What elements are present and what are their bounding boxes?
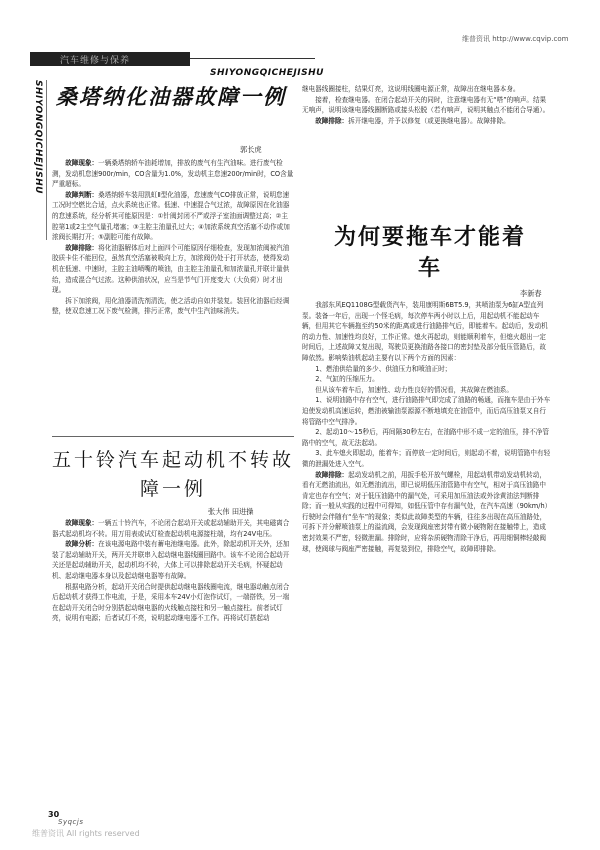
page-number: 30 [48, 810, 60, 819]
vertical-rule [46, 80, 47, 240]
article1-title: 桑塔纳化油器故障一例 [56, 84, 286, 109]
paragraph-text: 2、起动10～15秒后，再间隔30秒左右，在油路中形不成一定的油压，排不净管路中的空气，故无法起动。 [302, 428, 549, 447]
article3-body [302, 300, 552, 838]
paragraph-text: 在该电源电路中装有蓄电池继电器。此外，除起动机开关外，还加装了起动辅助开关，两开关并联串入起动继电器线圈回路中。该车不论闭合起动开关还是起动辅助开关，起动机均不转，大体上可以排除起动开关毛病，怀疑起动机、起动继电器本身以及起动继电器等有故障。 [52, 540, 290, 580]
paragraph-text: 但从该车着车后，加速性、动力性良好的情况看，其故障在燃油系。 [315, 385, 513, 394]
article1-paragraph [52, 190, 294, 243]
article3-paragraph [302, 427, 552, 448]
article3-paragraph [302, 364, 552, 375]
article2-author: 张大伟 田进操 [208, 507, 254, 516]
paragraph-lead: 故障排除： [315, 470, 349, 479]
paragraph-lead: 故障排除： [65, 243, 99, 252]
article2-paragraph [52, 518, 294, 539]
paragraph-text: 拆下加浓阀，用化油器清洗剂清洗，使之活动自如并装复。装回化油器后经调整，使双怠速工况下废气检测，排污正常，废气中生汽油味消失。 [52, 296, 290, 316]
paragraph-text: 起动发动机之前，用扳手松开放气螺栓，用起动机带动发动机转动，看有无燃油流出，如无燃油流出，即已说明低压油管路中有空气，相对于高压油路中肯定也存有空气；对于低压油路中的漏气处，可采用加压油法或外涂黄油法判断排除；而一般从实践的过程中可得知，如低压管中存有漏气处，在汽车高速（90km/h）行驶时会伴随有“坐车”的现象；类似此故障类型的车辆，往往多出现在高压油路处，可拆下并分解喷油泵上的溢流阀，会发现阀座密封带有微小硬物附在接触带上，造成密封效果不严密，轻微泄漏。排除时，应将杂质硬物清除干净后，再用细铜棒轻敲阀球，使阀球与阀座严密接触，再复装到位，排除空气，故障即排除。 [302, 470, 552, 553]
article3-paragraph [302, 470, 552, 555]
article2-paragraph [302, 95, 552, 116]
paragraph-text: 将化油器解体后对上面四个可能原因仔细检查，发现加浓阀被汽油胶质卡住不能回位，虽然真空活塞被吸向上方，加浓阀仍处于打开状态，使得发动机在低速、中速时，主腔主油喷嘴的喷油，由主腔主油量孔和加浓量孔并联计量供给，造成混合气过浓。这种供油状况，应当是节气门开度变大（大负荷）时才出现。 [52, 243, 290, 295]
article3-paragraph [302, 300, 552, 364]
paragraph-lead: 故障分析： [65, 540, 99, 549]
paragraph-text: 继电器线圈接柱，结果灯亮，这说明线圈电源正常，故障出在继电器本身。 [302, 85, 520, 93]
article3-paragraph [302, 385, 552, 396]
paragraph-lead: 故障判断： [65, 190, 99, 199]
article3-paragraph [302, 448, 552, 469]
footer-watermark: 维普资讯 All rights reserved [32, 829, 140, 838]
article2-paragraph [302, 116, 552, 127]
paragraph-text: 拆开继电器，并予以修复（或更换继电器）。故障排除。 [348, 116, 510, 125]
article2-paragraph [302, 84, 552, 95]
paragraph-text: 3、此车熄火即起动，能着车；而停放一定时间后，则起动不着，说明管路中有轻微的泄漏处进入空气。 [302, 449, 551, 468]
series-title-horizontal: SHIYONGQICHEJISHU [210, 68, 324, 78]
paragraph-text: 桑塔纳轿车装用凯虹Ⅱ型化油器，怠速废气CO排放正常，说明怠速工况时空燃比合适，点火系统也正常。低速、中速混合气过浓，故障原因在化油器的怠速系统，经分析其可能原因是：①针阀封闭不严或浮子室油面调整过高；②主腔第1或2主空气量孔堵塞；③主腔主油量孔过大；④加浓系统真空活塞不动作或加浓阀长期打开；⑤副腔可能有故障。 [52, 190, 290, 242]
banner-rule [190, 58, 315, 59]
paragraph-text: 一辆桑塔纳轿车油耗增加，排放的废气有生汽油味。进行废气检测，发动机怠速900r/min，CO含量为1.0%，发动机主怠速200r/min时，CO含量严重超标。 [52, 159, 294, 189]
series-title-vertical: SHIYONGQICHEJISHU [33, 80, 43, 194]
article3-paragraph [302, 395, 552, 427]
article3-title: 为何要拖车才能着车 [333, 225, 526, 281]
paragraph-lead: 故障排除： [315, 116, 349, 125]
article1-paragraph [52, 296, 294, 317]
paragraph-text: 2、气缸的压缩压力。 [315, 375, 379, 384]
paragraph-text: 1、说明油路中存有空气，进行油路排气即完成了油路的畅通，而拖车是由于外车迫使发动机高速运转，燃油被输油泵源源不断地填充在油管中，而后高压油泵又自行将管路中空气排净。 [302, 396, 551, 426]
paragraph-lead: 故障现象： [65, 159, 99, 167]
article3-author: 李新春 [520, 289, 542, 298]
article1-author: 郭长虎 [240, 145, 262, 154]
paragraph-text: 接着，检查继电器。在闭合起动开关的同时，注意继电器有无“嗒”的响声。结果无响声，说明该继电器线圈断路或接头松脱（若有响声，说明其触点不能闭合导通）。 [302, 95, 550, 115]
article1-body [52, 158, 294, 432]
article2-title: 五十铃汽车起动机不转故障一例 [52, 449, 295, 500]
paragraph-text: 根据电路分析，起动开关闭合时提供起动继电器线圈电流，继电器动触点闭合后起动机才获得工作电流，于是，采用本车24V小灯泡作试灯，一端搭铁，另一端在起动开关闭合时分别搭起动继电器的火线触点接柱和另一触点接柱。前者试灯亮，说明有电源；后者试灯不亮，说明起动继电器不工作。再将试灯搭起动 [52, 582, 290, 623]
paragraph-lead: 故障现象： [65, 519, 99, 527]
paragraph-text: 我部东风EQ1108G型载货汽车，装用康明斯6BT5.9，其喷油泵为6缸A型直列泵。装备一年后，出现一个怪毛病，每次停车两小时以上后，用起动机不能起动车辆，但用其它车辆拖至约50米的距离或进行油路排气后，即能着车。起动后，发动机的动力性、加速性均良好，工作正常。熄火再起动，则能顺利着车，但熄火超出一定时间后，上述故障又复出现，驾驶员更换油路各接口的密封垫及部分低压管路后，故障依然。影响柴油机起动主要有以下两个方面的因素： [302, 301, 548, 362]
section-label: 汽车维修与保养 [60, 56, 131, 66]
article3-paragraph [302, 374, 552, 385]
paragraph-text: 一辆五十铃汽车，不论闭合起动开关或起动辅助开关，其电磁离合器式起动机均不转。用万用表或试灯检查起动机电源接柱端，均有24V电压。 [52, 519, 290, 538]
article-divider [52, 436, 294, 437]
article2-paragraph [52, 582, 294, 624]
article1-paragraph [52, 243, 294, 296]
section-banner [30, 52, 190, 66]
article2-paragraph [52, 539, 294, 581]
article2-body [52, 518, 294, 816]
top-watermark: 维普资讯 http://www.cqvip.com [462, 35, 569, 43]
article2-continuation [302, 84, 552, 234]
paragraph-text: 1、燃油供给量的多少、供油压力和喷油正时； [315, 364, 452, 373]
article1-paragraph [52, 158, 294, 190]
magazine-mark: Syqcjs [58, 818, 84, 826]
